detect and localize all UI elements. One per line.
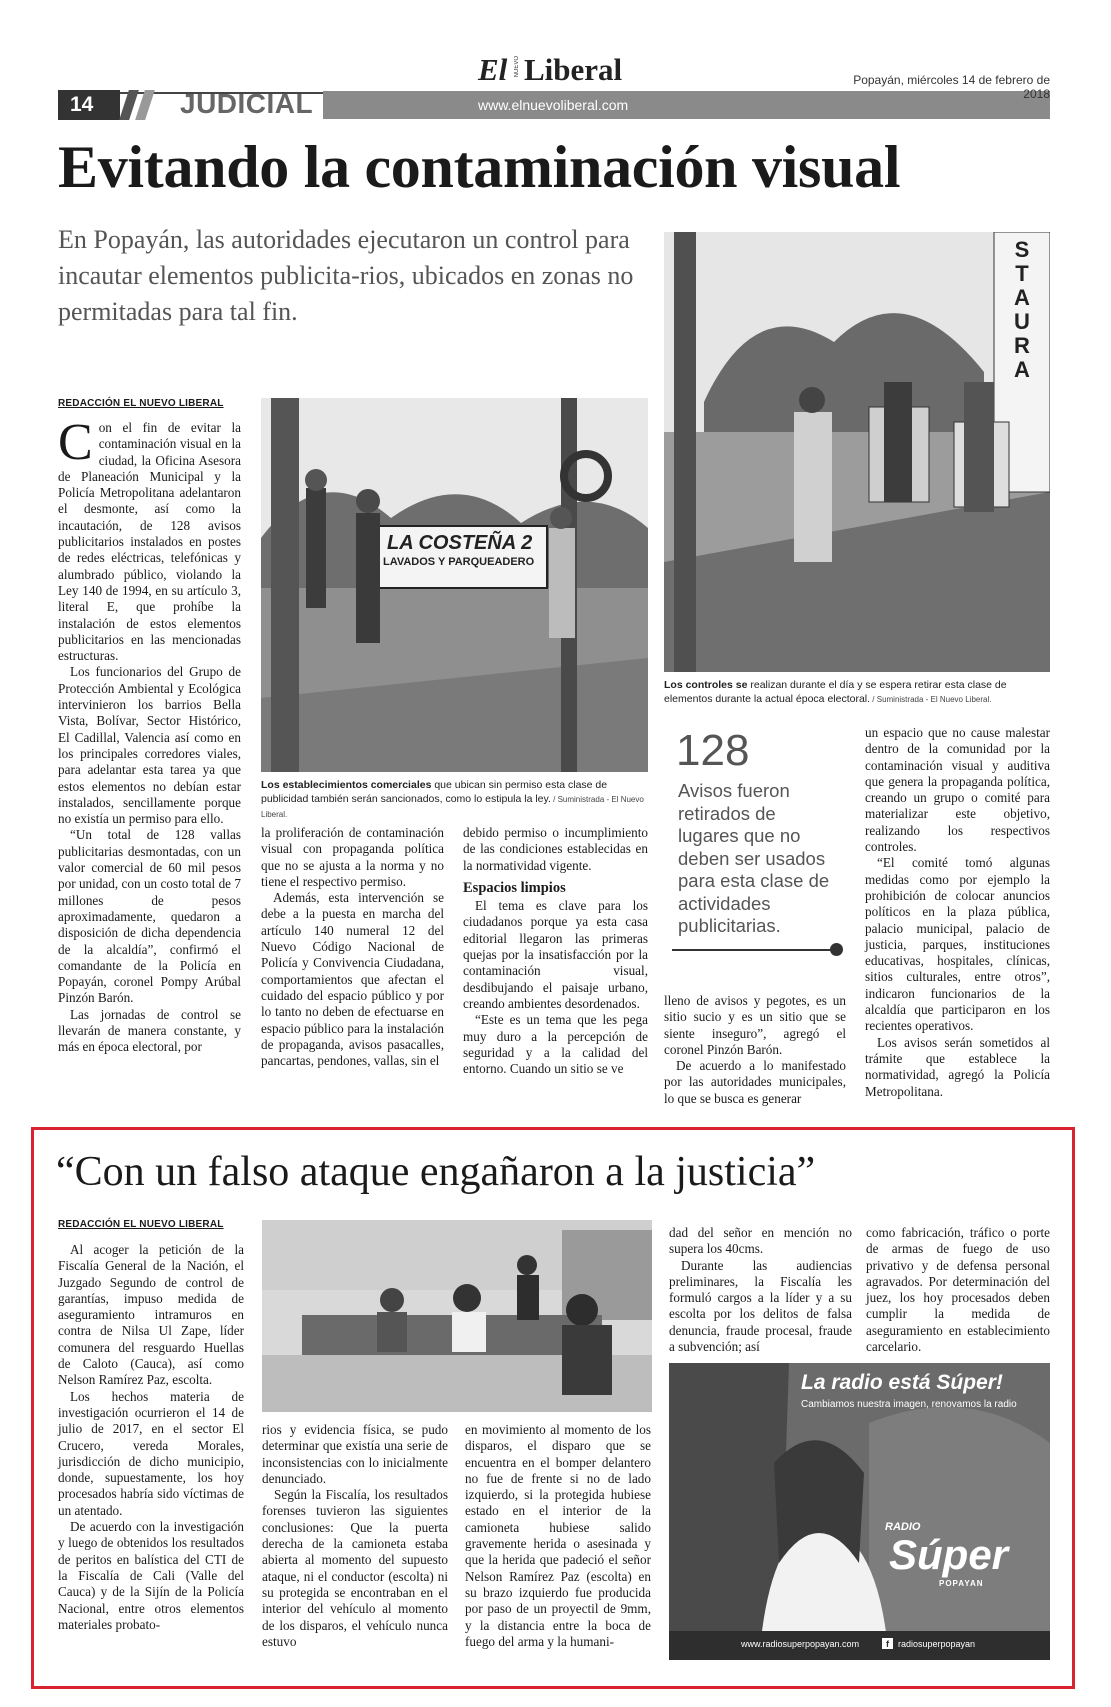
article2-column-1: [58, 1242, 244, 1633]
stat-box: [664, 722, 844, 957]
ad-brand: [879, 1513, 1044, 1593]
banner-title: LA COSTEÑA 2: [387, 532, 533, 554]
photo-credit: / Suministrada - El Nuevo Liberal.: [261, 795, 644, 819]
article2-byline: REDACCIÓN EL NUEVO LIBERAL: [58, 1219, 224, 1230]
photo-caption-2: [664, 678, 1050, 707]
section-title: JUDICIAL: [180, 88, 314, 119]
logo-nuevo: NUEVO: [514, 56, 520, 78]
logo-liberal: Liberal: [524, 52, 623, 87]
paragraph: Los funcionarios del Grupo de Protección Ambiental y Ecológica intervinieron los barrios Bella Vista, Bolívar, Sector Histórico, El Cadillal, Valencia así como en los principales corredores viales, para adelantar esta tarea ya que estos elementos no debían estar instalados, sencillamente porque no existía un permiso para ello.: [58, 664, 241, 827]
ad-website: www.radiosuperpopayan.com: [741, 1639, 860, 1649]
issue-date: Popayán, miércoles 14 de febrero de 2018: [853, 73, 1050, 101]
paragraph: un espacio que no cause malestar dentro de la comunidad por la contaminación visual y auditiva que genera la propaganda política, creando un grupo o comité para materializar este objetivo, realizando los respectivos controles.: [865, 725, 1050, 855]
ad-brand-city: POPAYAN: [939, 1579, 984, 1588]
restaurant-sign: STAURA: [1014, 237, 1030, 382]
radio-super-ad: [669, 1363, 1050, 1660]
banner-subtitle: LAVADOS Y PARQUEADERO: [383, 556, 535, 568]
article-column-5: [865, 725, 1050, 1100]
paragraph: Las jornadas de control se llevarán de manera constante, y más en época electoral, por: [58, 1006, 241, 1055]
article-headline: Evitando la contaminación visual: [58, 134, 901, 200]
paragraph: Al acoger la petición de la Fiscalía General de la Nación, el Juzgado Segundo de control de garantías, impuso medida de aseguramiento intramuros en contra de Nilsa Ul Zape, líder comunera del resguardo Huellas de Caloto (Cauca), así como Nelson Ramírez Paz, escolta.: [58, 1242, 244, 1388]
paragraph: en movimiento al momento de los disparos, el disparo que se encuentra en el bomper delantero no fue de frente si no de lado izquierdo, si la protegida hubiese estado en el interior de la camioneta hubiese salido gravemente herida o asesinada y que la herida que padeció el señor Nelson Ramírez Paz (escolta) en su brazo izquierdo fue producida por paso de un proyectil de 9mm, y la distancia entre la boca de fuego del arma y la humani-: [465, 1422, 651, 1649]
article2-headline: “Con un falso ataque engañaron a la justicia”: [56, 1149, 816, 1195]
ad-tagline: Cambiamos nuestra imagen, renovamos la radio: [801, 1399, 1017, 1410]
article-column-2: [261, 825, 444, 1069]
courtroom-scene: [262, 1220, 652, 1412]
subhead-espacios-limpios: Espacios limpios: [463, 879, 566, 896]
photo-caption-1: [261, 778, 648, 822]
paragraph: Durante las audiencias preliminares, la Fiscalía les formuló cargos a la líder y a su escolta por los delitos de falsa denuncia, fraude procesal, fraude a subvención; así: [669, 1257, 852, 1355]
paragraph: como fabricación, tráfico o porte de armas de fuego de uso privativo y de defensa personal agravados. Por determinación del juez, los hoy procesados deben cumplir la medida de aseguramiento en establecimiento carcelario.: [866, 1225, 1050, 1355]
page-header: [58, 50, 1050, 125]
article-column-4: [664, 993, 846, 1107]
ad-brand-radio: RADIO: [885, 1521, 921, 1533]
photo-scene-2: [664, 232, 1050, 672]
article2-column-2: [262, 1422, 448, 1650]
article2-column-5: [866, 1225, 1050, 1355]
page-number-box: [58, 90, 120, 120]
photo-police-control: [664, 232, 1050, 672]
ad-brand-super: Súper: [889, 1531, 1009, 1578]
paragraph: dad del señor en mención no supera los 40cms.: [669, 1225, 852, 1257]
section-slashes-2: [135, 90, 155, 120]
stat-number: 128: [676, 726, 750, 775]
paragraph: Además, esta intervención se debe a la puesta en marcha del artículo 140 numeral 12 del Nuevo Código Nacional de Policía y Convivencia Ciudadana, comportamientos que afectan el cuidado del espacio público y por lo tanto no deben de efectuarse en espacio público para la instalación de propaganda, avisos pasacalles, pancartas, pendones, vallas, sin el: [261, 890, 444, 1069]
page-number: 14: [70, 93, 94, 116]
article-deck: En Popayán, las autoridades ejecutaron un control para incautar elementos publicita-rios, ubicados en zonas no permitadas para tal fin.: [58, 225, 634, 326]
paragraph: Según la Fiscalía, los resultados forenses tuvieron las siguientes conclusiones: Que la puerta derecha de la camioneta estaba abierta al momento del supuesto ataque, ni el conductor (escolta) ni su protegida se encontraban en el interior del vehículo al momento de los disparos, el vehículo nunca estuvo: [262, 1487, 448, 1649]
paragraph: “El comité tomó algunas medidas como por ejemplo la prohibición de colocar anuncios políticos en la plaza pública, palacio municipal, palacio de justicia, parques, instituciones educativas, hospitales, clínicas, sitios culturales, entre otros”, indicaron funcionarios de la alcaldía que participaron en los recientes operativos.: [865, 855, 1050, 1034]
paragraph: El tema es clave para los ciudadanos porque ya esta casa editorial llegaron las primeras quejas por la insatisfacción por la contaminación visual, desdibujando el paisaje urbano, creando ambientes desordenados.: [463, 898, 648, 1011]
caption-text: realizan durante el día y se espera retirar esta clase de elementos durante la actual época electoral.: [664, 679, 1007, 705]
article-column-3: [463, 825, 648, 1077]
stat-rule: [672, 949, 832, 951]
photo-scene: [261, 398, 648, 772]
paragraph: De acuerdo a lo manifestado por las autoridades municipales, lo que se busca es generar: [664, 1058, 846, 1106]
paragraph: rios y evidencia física, se pudo determinar que existía una serie de inconsistencias con lo inicialmente denunciado.: [262, 1422, 448, 1486]
photo-courtroom: [262, 1220, 652, 1412]
article-byline: REDACCIÓN EL NUEVO LIBERAL: [58, 398, 224, 409]
photo-commercial-banner: [261, 398, 648, 772]
website-url: www.elnuevoliberal.com: [478, 97, 629, 113]
paragraph: Los hechos materia de investigación ocurrieron el 14 de julio de 2017, en el sector El Crucero, vereda Morales, jurisdicción de dicho municipio, donde, supuestamente, los hoy procesados habría sido víctimas de un atentado.: [58, 1388, 244, 1518]
article2-column-4: [669, 1225, 852, 1355]
dropcap: C: [58, 414, 93, 471]
paragraph: debido permiso o incumplimiento de las condiciones establecidas en la normatividad vigente.: [463, 825, 648, 873]
caption-bold: Los controles se: [664, 679, 748, 691]
paragraph: De acuerdo con la investigación y luego de obtenidos los resultados de peritos en balística del CTI de la Fiscalía de Cali (Valle del Cauca) y de la Sijín de la Policía Nacional, entre otros elementos materiales probato-: [58, 1519, 244, 1632]
article-column-1: [58, 414, 241, 1056]
logo-el: El: [478, 52, 508, 87]
caption-bold: Los establecimientos comerciales: [261, 779, 432, 791]
caption-text: que ubican sin permiso esta clase de publicidad también serán sancionados, como lo estipula la ley.: [261, 779, 608, 805]
ad-headline: La radio está Súper!: [801, 1371, 1003, 1394]
paragraph: “Un total de 128 vallas publicitarias desmontadas, con un valor comercial de 60 mil pesos por unidad, con un costo total de 7 millones de pesos aproximadamente, quedaron a disposición de dicha dependencia de la alcaldía”, confirmó el comandante de la Policía en Popayán, coronel Pompy Arúbal Pinzón Barón.: [58, 827, 241, 1006]
paragraph: on el fin de evitar la contaminación visual en la ciudad, la Oficina Asesora de Planeación Municipal y la Policía Metropolitana adelantaron el desmonte, así como la incautación, de 128 avisos publicitarios instalados en postes de redes eléctricas, telefónicas y alumbrado público, violando la Ley 140 de 1994, en su artículo 3, literal E, que prohíbe la instalación de estos elementos publicitarios en las mencionadas estructuras.: [58, 420, 241, 664]
article2-column-3: [465, 1422, 651, 1650]
paragraph: Los avisos serán sometidos al trámite que establece la normatividad, agregó la Policía Metropolitana.: [865, 1034, 1050, 1099]
paragraph: la proliferación de contaminación visual con propaganda política que no se ajusta a la norma y no tiene el respectivo permiso.: [261, 825, 444, 889]
facebook-icon: f: [882, 1638, 893, 1649]
newspaper-logo: [478, 50, 678, 88]
stat-text: Avisos fueron retirados de lugares que no deben ser usados para esta clase de actividades publicitarias.: [678, 780, 830, 936]
ad-social: radiosuperpopayan: [898, 1639, 976, 1649]
paragraph: lleno de avisos y pegotes, es un sitio sucio y es un sitio que se siente inseguro”, agregó el coronel Pinzón Barón.: [664, 993, 846, 1057]
paragraph: “Este es un tema que les pega muy duro a la percepción de seguridad y a la calidad del entorno. Cuando un sitio se ve: [463, 1012, 648, 1077]
photo-credit: / Suministrada - El Nuevo Liberal.: [870, 695, 992, 704]
stat-rule-dot: [830, 943, 843, 956]
